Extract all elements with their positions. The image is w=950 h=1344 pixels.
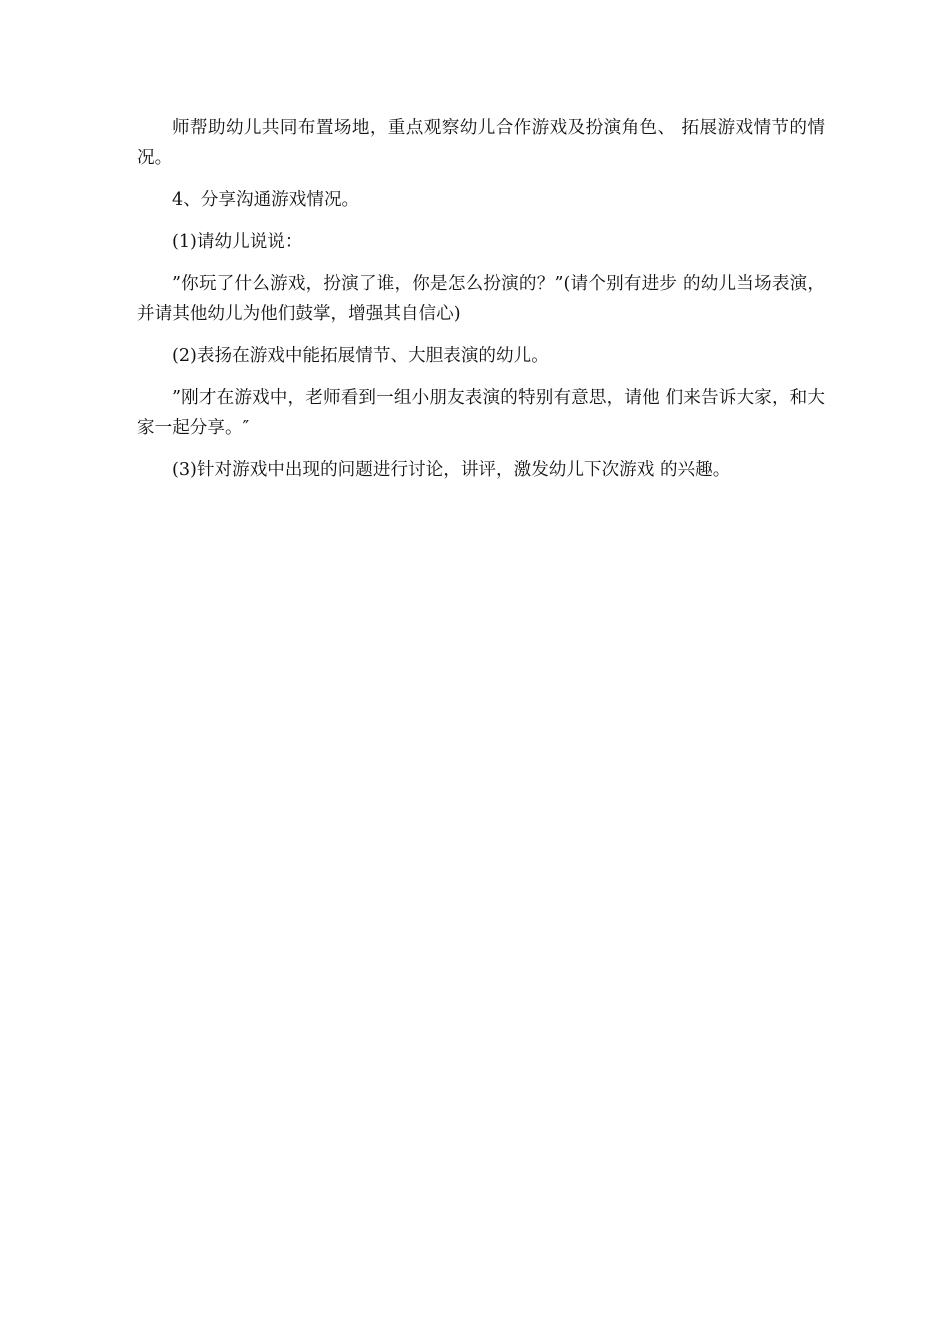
paragraph-quote-2: ”刚才在游戏中，老师看到一组小朋友表演的特别有意思，请他 们来告诉大家，和大家一起分享。″	[137, 388, 825, 438]
paragraph-item-1: (1)请幼儿说说：	[172, 232, 303, 252]
paragraph-quote-1: ”你玩了什么游戏，扮演了谁，你是怎么扮演的？”(请个别有进步 的幼儿当场表演，并请其他幼儿为他们鼓掌，增强其自信心)	[137, 274, 825, 324]
paragraph-item-3: (3)针对游戏中出现的问题进行讨论，讲评，激发幼儿下次游戏 的兴趣。	[172, 460, 731, 480]
paragraph-setup-observation: 师帮助幼儿共同布置场地，重点观察幼儿合作游戏及扮演角色、 拓展游戏情节的情况。	[137, 118, 825, 168]
document-body	[137, 113, 825, 497]
paragraph-item-2: (2)表扬在游戏中能拓展情节、大胆表演的幼儿。	[172, 346, 549, 366]
paragraph-step-4-heading: 4、分享沟通游戏情况。	[172, 190, 360, 210]
